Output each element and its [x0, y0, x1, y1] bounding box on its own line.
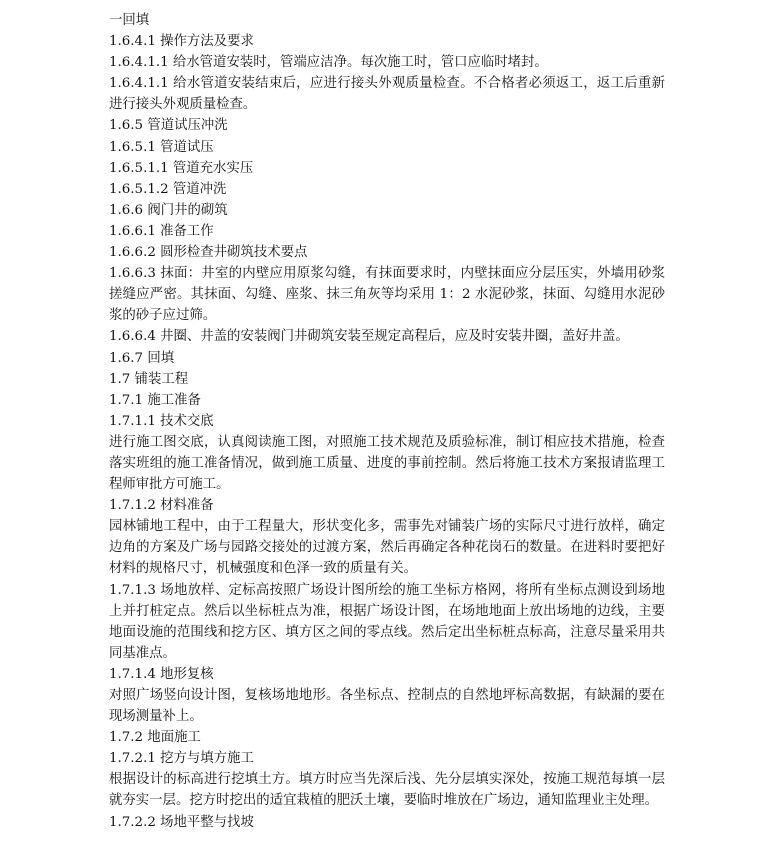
section-heading: 1.7.2 地面施工: [109, 730, 201, 746]
paragraph: 1.7.1.3 场地放样、定标高按照广场设计图所绘的施工坐标方格网，将所有坐标点测设到场地上并打桩定点。然后以坐标桩点为准，根据广场设计图，在场地地面上放出场地的边线，主要地面设施的范围线和挖方区、填方区之间的零点线。然后定出坐标桩点标高，注意尽量采用共同基准点。: [109, 582, 665, 661]
section-heading: 1.7 铺装工程: [109, 371, 189, 387]
section-heading: 1.6.5 管道试压冲洗: [109, 118, 228, 134]
paragraph: 1.6.4.1.1 给水管道安装时，管端应洁净。每次施工时，管口应临时堵封。: [109, 55, 548, 71]
section-heading: 1.6.4.1 操作方法及要求: [109, 34, 254, 50]
document-body: [109, 10, 665, 833]
section-heading: 1.7.2.2 场地平整与找坡: [109, 814, 254, 830]
paragraph: 根据设计的标高进行挖填土方。填方时应当先深后浅、先分层填实深处，按施工规范每填一层就夯实一层。挖方时挖出的适宜栽植的肥沃土壤，要临时堆放在广场边，通知监理业主处理。: [109, 772, 665, 809]
section-heading: 1.7.2.1 挖方与填方施工: [109, 751, 254, 767]
section-heading: 1.6.5.1.2 管道冲洗: [109, 181, 227, 197]
section-heading: 1.6.6 阀门井的砌筑: [109, 202, 228, 218]
section-heading: 1.6.5.1.1 管道充水实压: [109, 160, 254, 176]
section-heading: 1.7.1 施工准备: [109, 392, 201, 408]
section-heading: 1.6.5.1 管道试压: [109, 139, 214, 155]
paragraph: 园林铺地工程中，由于工程量大，形状变化多，需事先对铺装广场的实际尺寸进行放样，确定边角的方案及广场与园路交接处的过渡方案，然后再确定各种花岗石的数量。在进料时要把好材料的规格尺寸，机械强度和色泽一致的质量有关。: [109, 519, 665, 577]
section-heading: 1.7.1.2 材料准备: [109, 498, 214, 514]
section-heading: 1.6.6.1 准备工作: [109, 223, 214, 239]
paragraph: 1.6.6.3 抹面：井室的内壁应用原浆勾缝，有抹面要求时，内壁抹面应分层压实，外墙用砂浆搓缝应严密。其抹面、勾缝、座浆、抹三角灰等均采用 1：2 水泥砂浆，抹面、勾缝用水泥砂浆的砂子应过筛。: [109, 266, 665, 324]
paragraph: 1.6.4.1.1 给水管道安装结束后，应进行接头外观质量检查。不合格者必须返工，返工后重新进行接头外观质量检查。: [109, 76, 665, 113]
paragraph: 一回填: [109, 13, 150, 28]
paragraph: 1.6.6.4 井圈、井盖的安装阀门井砌筑安装至规定高程后，应及时安装井圈，盖好井盖。: [109, 329, 629, 345]
section-heading: 1.6.6.2 圆形检查井砌筑技术要点: [109, 245, 308, 261]
section-heading: 1.7.1.1 技术交底: [109, 413, 214, 429]
section-heading: 1.6.7 回填: [109, 350, 175, 366]
paragraph: 进行施工图交底，认真阅读施工图，对照施工技术规范及质验标准，制订相应技术措施，检查落实班组的施工准备情况，做到施工质量、进度的事前控制。然后将施工技术方案报请监理工程师审批方可施工。: [109, 434, 665, 493]
paragraph: 对照广场竖向设计图，复核场地地形。各坐标点、控制点的自然地坪标高数据，有缺漏的要在现场测量补上。: [109, 688, 665, 725]
section-heading: 1.7.1.4 地形复核: [109, 666, 214, 682]
